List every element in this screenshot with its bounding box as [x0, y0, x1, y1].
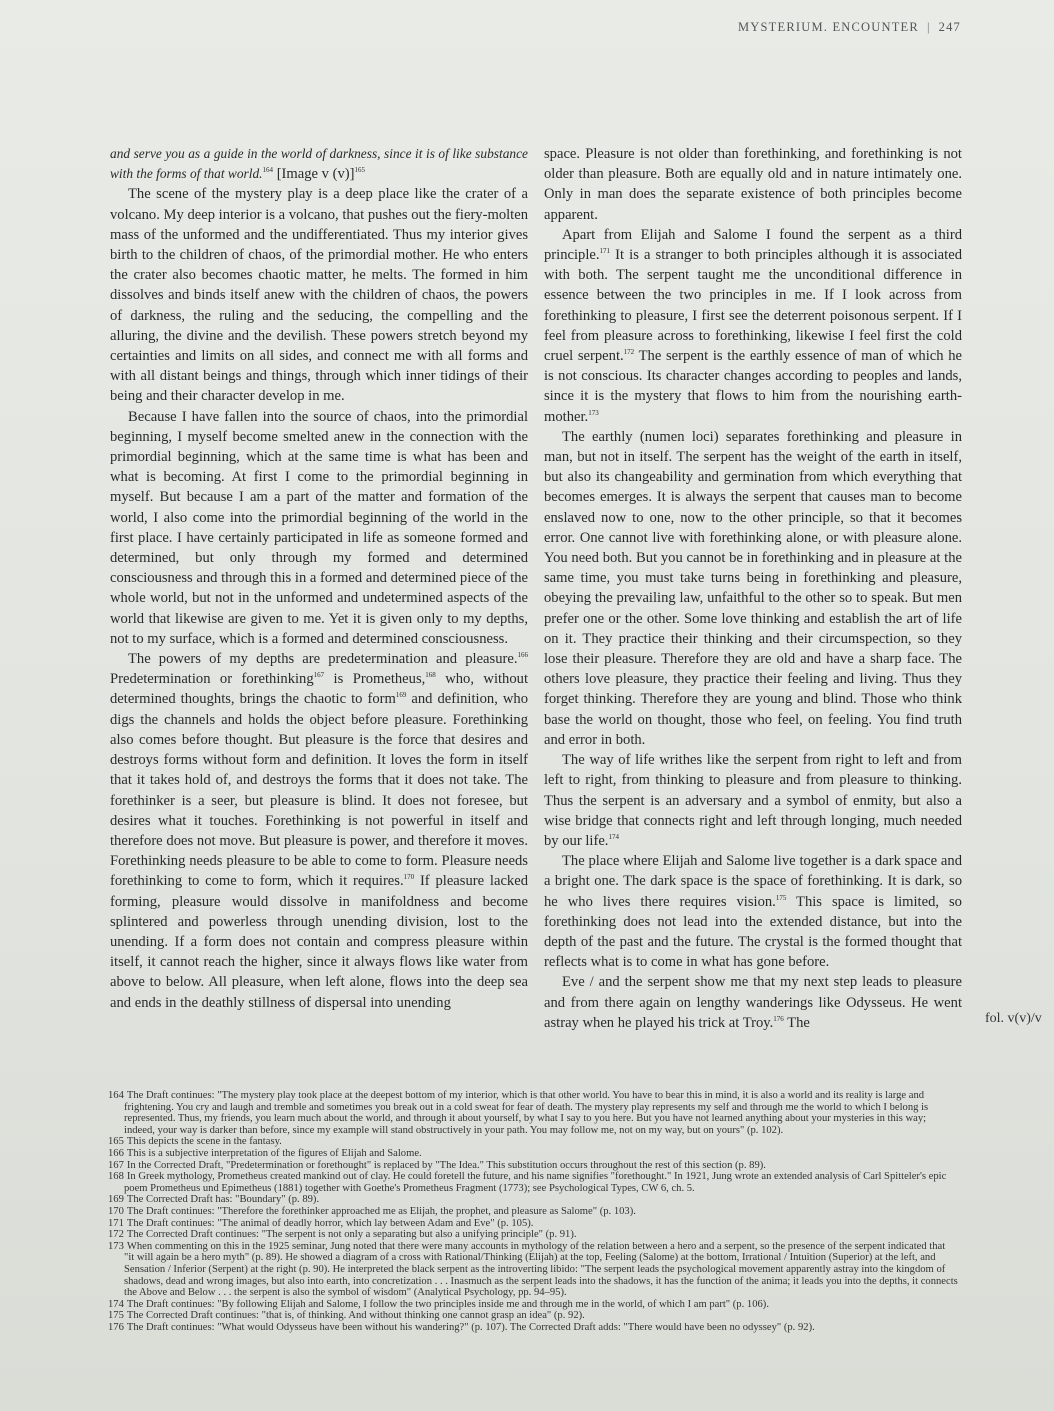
footnote-ref[interactable]: 169	[395, 691, 407, 700]
footnote-ref[interactable]: 173	[588, 408, 599, 417]
footnote	[108, 1194, 958, 1206]
text-run: and definition, who digs the channels and holds the object before pleasure. Forethinking also comes before thought. But pleasure is the force that desires and destroys forms without form and definition. It loves the form in itself that it takes hold of, and destroys the forms that it does not take. The forethinker is a seer, but pleasure is blind. It does not foresee, but desires what it touches. Forethinking is not powerful in itself and therefore does not move. But pleasure is power, and therefore it moves. Forethinking needs pleasure to be able to come to form. Pleasure needs forethinking to come to form, which it requires.	[110, 691, 528, 890]
footnote-number: 164	[108, 1090, 124, 1101]
footnote	[108, 1241, 958, 1299]
text-run: The serpent is the earthly essence of man of which he is not conscious. Its character changes according to peoples and lands, since it is the mystery that flows to him from the nourishing earth-mother.	[544, 348, 962, 425]
footnote-ref[interactable]: 167	[313, 671, 325, 680]
text-run: The way of life writhes like the serpent from right to left and from left to right, from thinking to pleasure and from pleasure to thinking. Thus the serpent is an adversary and a symbol of enmity, but also a wise bridge that connects right and left through longing, much needed by our life.	[544, 752, 962, 849]
paragraph	[544, 225, 962, 427]
footnote	[108, 1160, 958, 1172]
footnote-text: The Corrected Draft has: "Boundary" (p. 89).	[126, 1194, 320, 1206]
running-head-title: MYSTERIUM. ENCOUNTER	[737, 20, 919, 34]
footnote	[108, 1322, 958, 1334]
right-column	[544, 144, 962, 1033]
paragraph	[544, 851, 962, 972]
italic-text: and serve you as a guide in the world of darkness, since it is of like substance with the forms of that world.	[110, 146, 528, 182]
footnote-number: 167	[108, 1159, 124, 1171]
paragraph: Because I have fallen into the source of chaos, into the primordial beginning, I myself become smelted anew in the connection with the primordial beginning, which at the same time is what has been and what is becoming. At first I come to the primordial beginning in myself. But because I am a part of the matter and formation of the world, I also come into the primordial beginning of the world in the first place. I have certainly participated in life as someone formed and determined, but only through my formed and determined consciousness and through this in a formed and determined piece of the whole world, but not in the unformed and undetermined aspects of the world that likewise are given to me. Yet it is given only to my depths, not to my surface, which is a formed and determined consciousness.	[110, 408, 528, 647]
text-run: is Prometheus,	[324, 671, 426, 688]
paragraph: The scene of the mystery play is a deep place like the crater of a volcano. My deep interior is a volcano, that pushes out the fiery-molten mass of the unformed and the undifferentiated. Thus my interior gives birth to the children of chaos, of the primordial mother. He who enters the crater also becomes chaotic matter, he melts. The formed in him dissolves and binds itself anew with the children of chaos, the powers of darkness, the ruling and the seducing, the compelling and the alluring, the divine and the devilish. These powers stretch beyond my certainties and limits on all sides, and connect me with all forms and with all distant beings and things, through which inner tidings of their being and their character develop in me.	[110, 186, 528, 405]
paragraph	[110, 649, 528, 1013]
footnote-text: The Corrected Draft continues: "that is, of thinking. And without thinking one cannot grasp an idea" (p. 92).	[126, 1310, 585, 1322]
text-run: Predetermination or forethinking	[110, 671, 314, 688]
footnote-text: In Greek mythology, Prometheus created mankind out of clay. He could foretell the future, and his name signifies "forethought." In 1921, Jung wrote an extended analysis of Carl Spitteler's epic poem Prometheus und Epimetheus (1881) together with Goethe's Prometheus Fragment (1773); see Psychological Types, CW 6, ch. 5.	[124, 1171, 947, 1194]
paragraph	[110, 144, 528, 184]
footnote-number: 168	[108, 1171, 124, 1183]
footnote-text: The Draft continues: "Therefore the forethinker approached me as Elijah, the prophet, and pleasure as Salome" (p. 103).	[126, 1205, 636, 1217]
running-head	[738, 20, 961, 35]
footnote-text: In the Corrected Draft, "Predetermination or forethought" is replaced by "The Idea." This substitution occurs throughout the rest of this section (p. 89).	[126, 1159, 766, 1171]
footnote-ref[interactable]: 164	[262, 166, 274, 175]
footnote	[108, 1171, 958, 1194]
folio-margin-note: fol. v(v)/v	[985, 1011, 1042, 1026]
footnote-text: This is a subjective interpretation of the figures of Elijah and Salome.	[126, 1147, 422, 1159]
footnote	[108, 1090, 958, 1136]
text-run: The place where Elijah and Salome live together is a dark space and a bright one. The dark space is the space of forethinking. It is dark, so he who lives there requires vision.	[544, 853, 962, 910]
text-run: who, without determined thoughts, brings the chaotic to form	[110, 671, 528, 708]
footnote	[108, 1148, 958, 1160]
footnote-number: 175	[108, 1310, 124, 1322]
footnote-text: The Draft continues: "The mystery play took place at the deepest bottom of my interior, which is that other world. You have to bear this in mind, it is also a world and its reality is large and frightening. You cry and laugh and tremble and sometimes you break out in a cold sweat for fear of death. The mystery play represents my self and through me the world to which I belong is represented. Thus, my friends, you learn much about the world, and through it about yourself, by what I say to you here. But you have not learned anything about your mysteries in this way; indeed, your way is darker than before, since my example will stand obstructively in your path. You may follow me, not on my way, but on yours" (p. 102).	[124, 1090, 929, 1136]
footnote	[108, 1218, 958, 1230]
text-run: If pleasure lacked forming, pleasure would dissolve in manifoldness and become splintered and powerless through unending division, lost to the unending. If a form does not contain and compress pleasure within itself, it cannot reach the higher, since it always flows like water from above to below. All pleasure, when left alone, flows into the deep sea and ends in the deathly stillness of dispersal into unending	[110, 873, 528, 1011]
footnote	[108, 1136, 958, 1148]
footnote-number: 171	[108, 1217, 124, 1229]
footnote-ref[interactable]: 174	[608, 833, 619, 842]
footnote	[108, 1206, 958, 1218]
footnote-number: 170	[108, 1205, 124, 1217]
text-run: The	[783, 1014, 810, 1031]
footnote-text: The Draft continues: "The animal of deadly horror, which lay between Adam and Eve" (p. 105).	[126, 1217, 534, 1229]
footnote-text: When commenting on this in the 1925 seminar, Jung noted that there were many accounts in mythology of the relation between a hero and a serpent, so the presence of the serpent indicated that "it will again be a hero myth" (p. 89). He showed a diagram of a cross with Rational/Thinking (Elijah) at the top, Feeling (Salome) at the bottom, Irrational / Intuition (Superior) at the left, and Sensation / Inferior (Serpent) at the right (p. 90). He interpreted the black serpent as the introverting libido: "The serpent leads the psychological movement apparently astray into the kingdom of shadows, dead and wrong images, but also into earth, into concretization . . . Inasmuch as the serpent leads into the shadows, it has the function of the anima; it leads you into the depths, it connects the Above and Below . . . the serpent is also the symbol of wisdom" (Analytical Psychology, pp. 94–95).	[124, 1240, 958, 1299]
footnote-ref[interactable]: 166	[517, 651, 528, 660]
paragraph: space. Pleasure is not older than forethinking, and forethinking is not older than pleasure. Both are equally old and in nature intimately one. Only in man does the separate existence of both principles become apparent.	[544, 146, 962, 223]
footnotes-section	[108, 1090, 958, 1333]
footnote-number: 166	[108, 1147, 124, 1159]
footnote-number: 165	[108, 1136, 124, 1148]
paragraph: The earthly (numen loci) separates forethinking and pleasure in man, but not in itself. The serpent has the weight of the earth in itself, but also its changeability and germination from which everything that becomes emerges. It is always the serpent that causes man to become enslaved now to one, now to the other principle, so that it becomes error. One cannot live with forethinking alone, or with pleasure alone. You need both. But you cannot be in forethinking and in pleasure at the same time, you must take turns being in forethinking and pleasure, obeying the prevailing law, unfaithful to the other so to speak. But men prefer one or the other. Some love thinking and establish the art of life on it. They practice their thinking and their circumspection, so they lose their pleasure. Therefore they are old and have a sharp face. The others love pleasure, they practice their feeling and living. Thus they forget thinking. Therefore they are young and blind. Those who think base the world on thought, those who feel, on feeling. You find truth and error in both.	[544, 428, 962, 748]
footnote-ref[interactable]: 171	[599, 247, 611, 256]
footnote-text: The Draft continues: "What would Odysseus have been without his wandering?" (p. 107). The Corrected Draft adds: "There would have been no odyssey" (p. 92).	[126, 1321, 815, 1333]
footnote-ref[interactable]: 170	[403, 873, 415, 882]
footnote-text: This depicts the scene in the fantasy.	[126, 1136, 282, 1148]
image-reference: [Image v (v)]	[276, 166, 355, 183]
footnote-ref[interactable]: 165	[354, 166, 365, 175]
footnote-ref[interactable]: 172	[623, 348, 635, 357]
footnote	[108, 1299, 958, 1311]
left-column	[110, 144, 528, 1013]
text-run: Eve / and the serpent show me that my next step leads to pleasure and from there again on lengthy wanderings like Odysseus. He went astray when he played his trick at Troy.	[544, 974, 962, 1031]
footnote-number: 176	[108, 1321, 124, 1333]
paragraph	[544, 750, 962, 851]
text-run: This space is limited, so forethinking does not lead into the extended distance, but into the depth of the past and the future. The crystal is the formed thought that reflects what is to come in what has gone before.	[544, 893, 962, 971]
footnote-number: 172	[108, 1229, 124, 1241]
footnote	[108, 1310, 958, 1322]
page-number: 247	[938, 20, 961, 34]
running-head-divider: |	[926, 20, 931, 34]
footnote-ref[interactable]: 176	[773, 1014, 784, 1023]
text-run: The powers of my depths are predetermination and pleasure.	[128, 651, 518, 668]
footnote-ref[interactable]: 168	[425, 671, 436, 680]
text-run: Apart from Elijah and Salome I found the serpent as a third principle.	[544, 226, 962, 264]
footnote-text: The Corrected Draft continues: "The serpent is not only a separating but also a unifying principle" (p. 91).	[126, 1229, 577, 1241]
paragraph	[544, 972, 962, 1033]
footnote-number: 174	[108, 1298, 124, 1310]
footnote-number: 169	[108, 1194, 124, 1206]
footnote-ref[interactable]: 175	[775, 893, 787, 902]
footnote-text: The Draft continues: "By following Elijah and Salome, I follow the two principles inside me and through me in the world, of which I am part" (p. 106).	[126, 1298, 769, 1310]
text-run: It is a stranger to both principles although it is associated with both. The serpent taught me the unconditional difference in essence between the two principles in me. If I look across from forethinking to pleasure, I first see the deterrent poisonous serpent. If I feel from pleasure across to forethinking, likewise I feel first the cold cruel serpent.	[544, 247, 962, 365]
footnote	[108, 1229, 958, 1241]
footnote-number: 173	[108, 1240, 124, 1252]
